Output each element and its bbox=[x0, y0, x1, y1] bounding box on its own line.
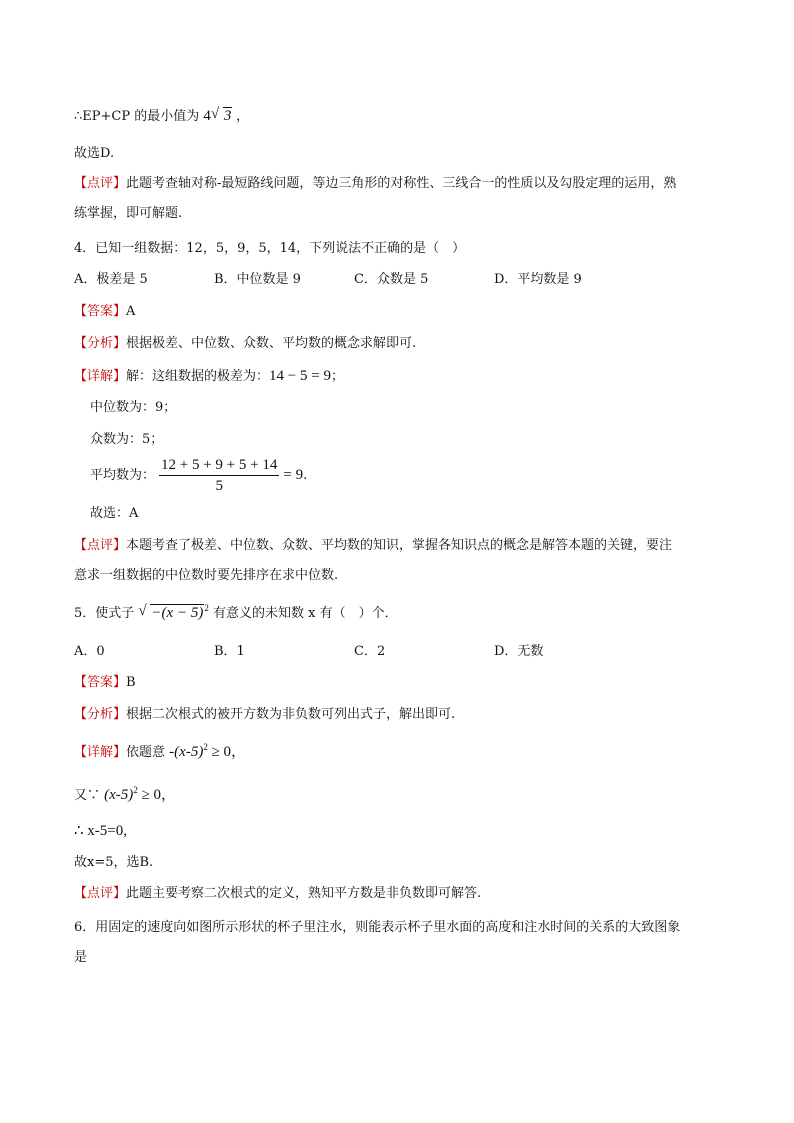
q5-comment bbox=[74, 884, 481, 904]
q6-stem-line2: 是 bbox=[74, 950, 88, 965]
analysis-text: 根据二次根式的被开方数为非负数可列出式子，解出即可. bbox=[126, 707, 456, 722]
answer-value: B bbox=[126, 675, 136, 690]
sqrt-symbol: √ 3 bbox=[210, 106, 232, 124]
detail2-text: 又∵ bbox=[74, 788, 101, 803]
mean-denominator: 5 bbox=[215, 478, 223, 494]
q5-options bbox=[74, 642, 634, 662]
q4-option-b: B．中位数是 9 bbox=[214, 272, 301, 287]
q4-option-a: A．极差是 5 bbox=[74, 272, 148, 287]
q5-exponent: 2 bbox=[204, 603, 209, 613]
detail-end: ； bbox=[330, 369, 344, 384]
conclusion-line bbox=[74, 106, 249, 127]
q4-detail bbox=[74, 366, 344, 387]
q4-choice: 故选：A bbox=[90, 506, 139, 521]
q5-radicand: −(x − 5) bbox=[151, 605, 204, 621]
q5-detail3: ∴ x-5=0, bbox=[74, 823, 127, 839]
q4-comment-line2: 意求一组数据的中位数时要先排序在求中位数. bbox=[74, 568, 339, 583]
answer-tag: 【答案】 bbox=[74, 675, 127, 690]
q5-option-d: D．无数 bbox=[494, 644, 544, 659]
detail-tag: 【详解】 bbox=[74, 745, 127, 760]
q4-option-c: C．众数是 5 bbox=[354, 272, 429, 287]
conclusion-suffix: ， bbox=[236, 109, 250, 124]
q4-mean bbox=[90, 456, 307, 495]
mean-label: 平均数为： bbox=[90, 468, 156, 483]
q5-detail4: 故x=5，选B. bbox=[74, 855, 154, 870]
comment-tag: 【点评】 bbox=[74, 176, 127, 191]
q5-option-b: B．1 bbox=[214, 644, 245, 659]
conclusion-coef: 4 bbox=[203, 108, 211, 124]
detail1-tail: ≥ 0， bbox=[207, 744, 247, 760]
q4-option-d: D．平均数是 9 bbox=[494, 272, 582, 287]
q4-analysis bbox=[74, 334, 416, 354]
comment-text: 本题考查了极差、中位数、众数、平均数的知识，掌握各知识点的概念是解答本题的关键，要注 bbox=[126, 538, 673, 553]
q4-comment-line1 bbox=[74, 536, 672, 556]
q5-analysis bbox=[74, 705, 455, 725]
detail1-exp: 2 bbox=[203, 742, 208, 752]
conclusion-radicand: 3 bbox=[223, 108, 232, 124]
q5-stem bbox=[74, 603, 398, 624]
q4-median: 中位数为：9； bbox=[90, 400, 177, 415]
conclusion-math bbox=[203, 108, 236, 124]
answer-tag: 【答案】 bbox=[74, 304, 127, 319]
detail2-tail: ≥ 0， bbox=[137, 787, 177, 803]
mean-numerator: 12 + 5 + 9 + 5 + 14 bbox=[159, 456, 279, 476]
analysis-tag: 【分析】 bbox=[74, 336, 127, 351]
mean-fraction bbox=[159, 456, 279, 495]
detail-tag: 【详解】 bbox=[74, 369, 127, 384]
detail1-math: -(x-5) bbox=[169, 744, 204, 760]
q5-detail1 bbox=[74, 742, 246, 763]
q5-radical: √ $-(x - 5)^2$ bbox=[138, 603, 209, 621]
q4-answer bbox=[74, 302, 135, 322]
q5-stem-post: 有意义的未知数 x 有（ ）个． bbox=[212, 606, 398, 621]
detail-math: 14 − 5 = 9 bbox=[269, 368, 331, 384]
detail2-math: (x-5) bbox=[104, 787, 134, 803]
choice-prev: 故选D. bbox=[74, 146, 115, 161]
mean-end: . bbox=[303, 468, 308, 483]
comment-prev-line1 bbox=[74, 174, 676, 194]
conclusion-text: ∴EP+CP 的最小值为 bbox=[74, 109, 200, 124]
q4-stem: 4．已知一组数据：12，5，9，5，14，下列说法不正确的是（ ） bbox=[74, 241, 466, 256]
analysis-text: 根据极差、中位数、众数、平均数的概念求解即可. bbox=[126, 336, 417, 351]
comment-tag: 【点评】 bbox=[74, 538, 127, 553]
mean-result: = 9 bbox=[283, 467, 304, 483]
q5-option-c: C．2 bbox=[354, 644, 386, 659]
comment-prev-line2: 练掌握，即可解题. bbox=[74, 206, 183, 221]
q5-option-a: A．0 bbox=[74, 644, 105, 659]
analysis-tag: 【分析】 bbox=[74, 707, 127, 722]
detail-text: 依题意 bbox=[126, 745, 166, 760]
comment-text: 此题考查轴对称-最短路线问题，等边三角形的对称性、三线合一的性质以及勾股定理的运用，熟 bbox=[126, 176, 677, 191]
q6-stem-line1: 6．用固定的速度向如图所示形状的杯子里注水，则能表示杯子里水面的高度和注水时间的关系的大致图象 bbox=[74, 920, 681, 935]
comment-text: 此题主要考察二次根式的定义，熟知平方数是非负数即可解答. bbox=[126, 886, 482, 901]
q5-stem-pre: 5．使式子 bbox=[74, 606, 135, 621]
answer-value: A bbox=[126, 304, 136, 319]
comment-tag: 【点评】 bbox=[74, 886, 127, 901]
detail2-exp: 2 bbox=[133, 785, 138, 795]
q4-mode: 众数为：5； bbox=[90, 432, 164, 447]
q5-answer bbox=[74, 673, 136, 693]
detail-text: 解：这组数据的极差为： bbox=[126, 369, 270, 384]
q4-options bbox=[74, 270, 634, 290]
q5-detail2 bbox=[74, 785, 176, 806]
